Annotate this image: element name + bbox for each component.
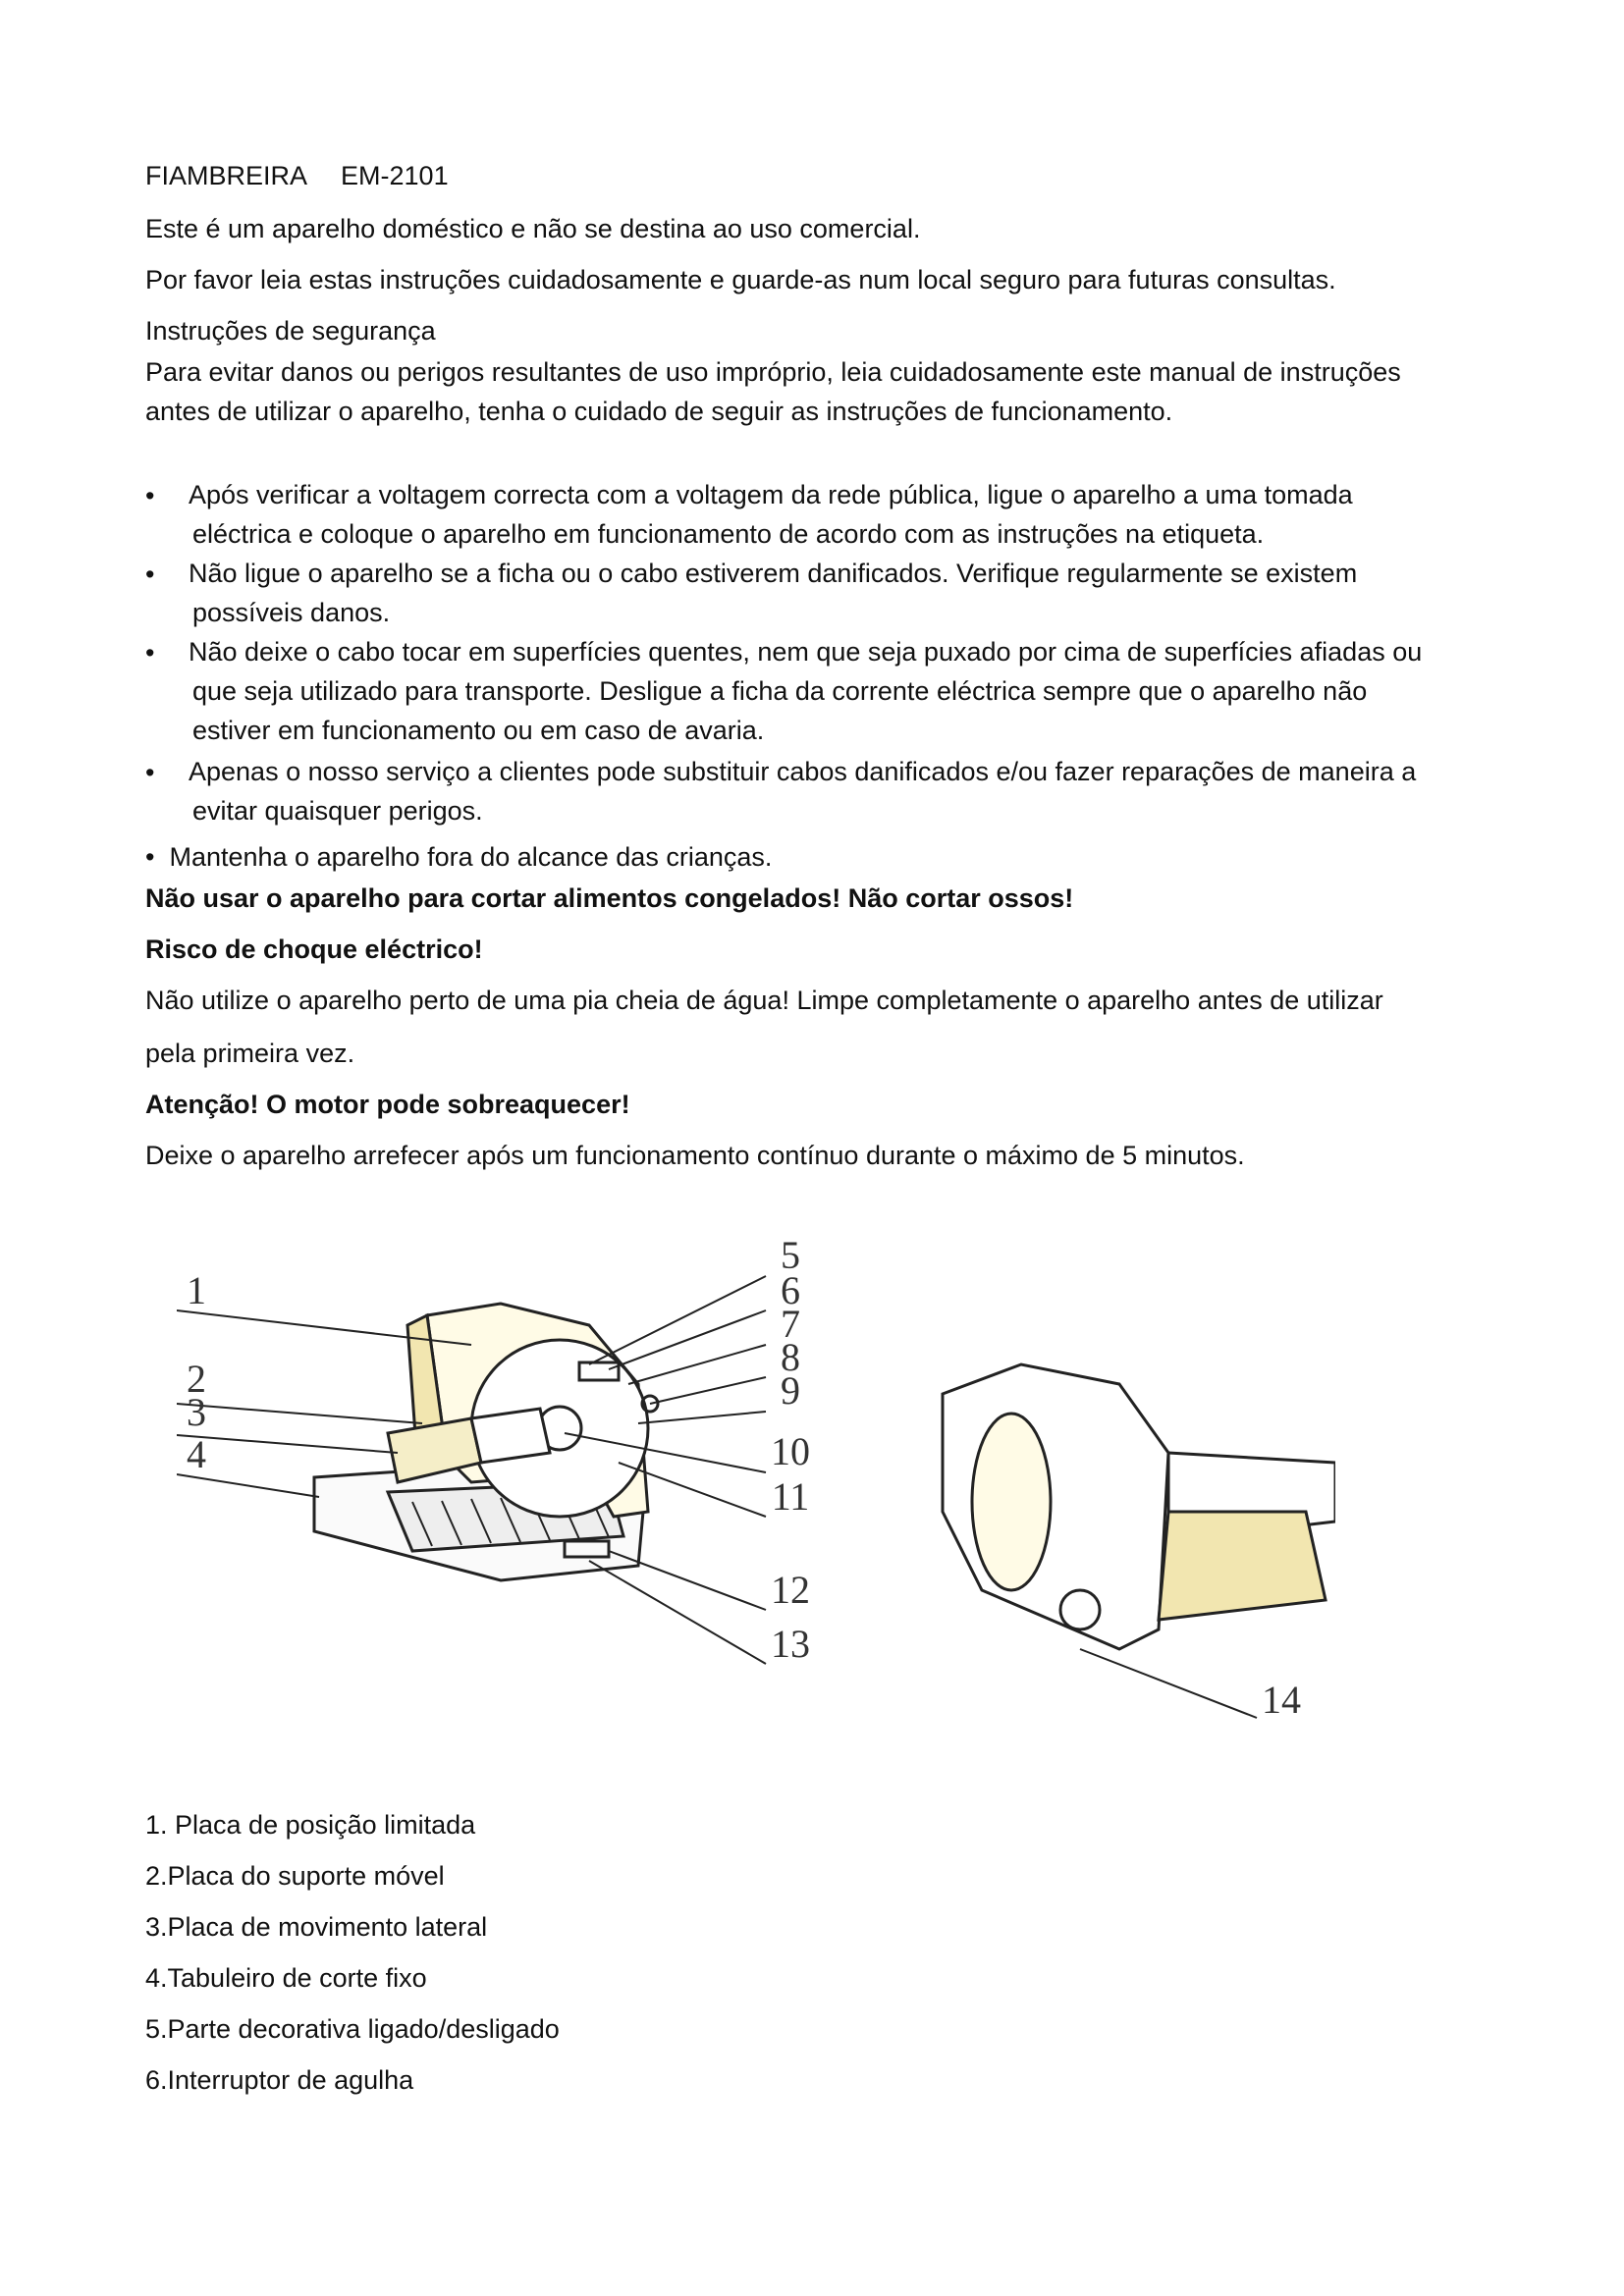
callout-6: 6 <box>781 1268 800 1312</box>
callout-4: 4 <box>187 1432 206 1476</box>
bullet-text-line: eléctrica e coloque o aparelho em funcionamento de acordo com as instruções na etiqueta. <box>192 519 1265 549</box>
domestic-notice: Este é um aparelho doméstico e não se destina ao uso comercial. <box>145 214 921 243</box>
avoid-damage-line-1: Para evitar danos ou perigos resultantes de uso impróprio, leia cuidadosamente este manual de instruções <box>145 357 1401 387</box>
legend-item: 4.Tabuleiro de corte fixo <box>145 1963 427 1993</box>
cooldown-notice: Deixe o aparelho arrefecer após um funcionamento contínuo durante o máximo de 5 minutos. <box>145 1141 1245 1170</box>
bullet-marker: • <box>145 481 155 510</box>
bullet-text-line: Mantenha o aparelho fora do alcance das crianças. <box>169 842 773 872</box>
bullet-text-line: Não deixe o cabo tocar em superfícies quentes, nem que seja puxado por cima de superfícies afiadas ou <box>189 637 1423 667</box>
document-title <box>145 159 449 192</box>
legend-item: 6.Interruptor de agulha <box>145 2065 414 2095</box>
food-pusher <box>471 1409 550 1463</box>
callout-10: 10 <box>771 1429 810 1473</box>
warning-frozen-food: Não usar o aparelho para cortar alimentos congelados! Não cortar ossos! <box>145 883 1074 913</box>
bullet-text-line: que seja utilizado para transporte. Desligue a ficha da corrente eléctrica sempre que o aparelho não <box>192 676 1368 706</box>
avoid-damage-line-2: antes de utilizar o aparelho, tenha o cuidado de seguir as instruções de funcionamento. <box>145 397 1173 426</box>
safety-heading: Instruções de segurança <box>145 316 436 346</box>
callout-13: 13 <box>771 1622 810 1666</box>
legend-item: 5.Parte decorativa ligado/desligado <box>145 2014 560 2044</box>
bullet-text-line: evitar quaisquer perigos. <box>192 796 483 826</box>
bullet-marker: • <box>145 638 155 667</box>
bullet-hot-surfaces <box>189 632 1534 750</box>
product-name: FIAMBREIRA <box>145 161 308 190</box>
legend-item: 2.Placa do suporte móvel <box>145 1861 445 1891</box>
callout-8: 8 <box>781 1335 800 1379</box>
bullet-marker: • <box>145 842 155 872</box>
bullet-voltage <box>189 475 1534 554</box>
callout-14: 14 <box>1262 1678 1301 1722</box>
warning-motor-overheat: Atenção! O motor pode sobreaquecer! <box>145 1090 630 1119</box>
callout-11: 11 <box>771 1474 810 1519</box>
read-instructions-notice: Por favor leia estas instruções cuidadosamente e guarde-as num local seguro para futuras consultas. <box>145 265 1336 294</box>
bullet-service <box>189 752 1534 830</box>
bullet-text-line: Não ligue o aparelho se a ficha ou o cabo estiverem danificados. Verifique regularmente se existem <box>189 559 1358 588</box>
bullet-text-line: estiver em funcionamento ou em caso de avaria. <box>192 716 765 745</box>
warning-electric-shock: Risco de choque eléctrico! <box>145 934 483 964</box>
callout-1: 1 <box>187 1268 206 1312</box>
bullet-marker: • <box>145 758 155 787</box>
legend-item: 3.Placa de movimento lateral <box>145 1912 488 1942</box>
bullet-marker: • <box>145 560 155 589</box>
sink-warning-line-1: Não utilize o aparelho perto de uma pia cheia de água! Limpe completamente o aparelho antes de utilizar <box>145 986 1383 1015</box>
bullet-text-line: possíveis danos. <box>192 598 391 627</box>
slicer-right-blade <box>972 1414 1051 1590</box>
callout-5: 5 <box>781 1233 800 1277</box>
callout-9: 9 <box>781 1368 800 1413</box>
callout-3: 3 <box>187 1390 206 1434</box>
bullet-damaged-cable <box>189 554 1534 632</box>
bullet-children <box>145 840 772 874</box>
callout-2: 2 <box>187 1357 206 1401</box>
legend-item: 1. Placa de posição limitada <box>145 1810 476 1840</box>
bullet-text-line: Após verificar a voltagem correcta com a voltagem da rede pública, ligue o aparelho a uma tomada <box>189 480 1353 509</box>
sink-warning-line-2: pela primeira vez. <box>145 1039 355 1068</box>
callout-12: 12 <box>771 1568 810 1612</box>
callout-7: 7 <box>781 1302 800 1346</box>
model-number: EM-2101 <box>341 161 449 190</box>
slicer-diagram <box>177 1217 1335 1747</box>
bullet-text-line: Apenas o nosso serviço a clientes pode substituir cabos danificados e/ou fazer reparações de maneira a <box>189 757 1417 786</box>
slicer-right-tray <box>1159 1512 1326 1620</box>
